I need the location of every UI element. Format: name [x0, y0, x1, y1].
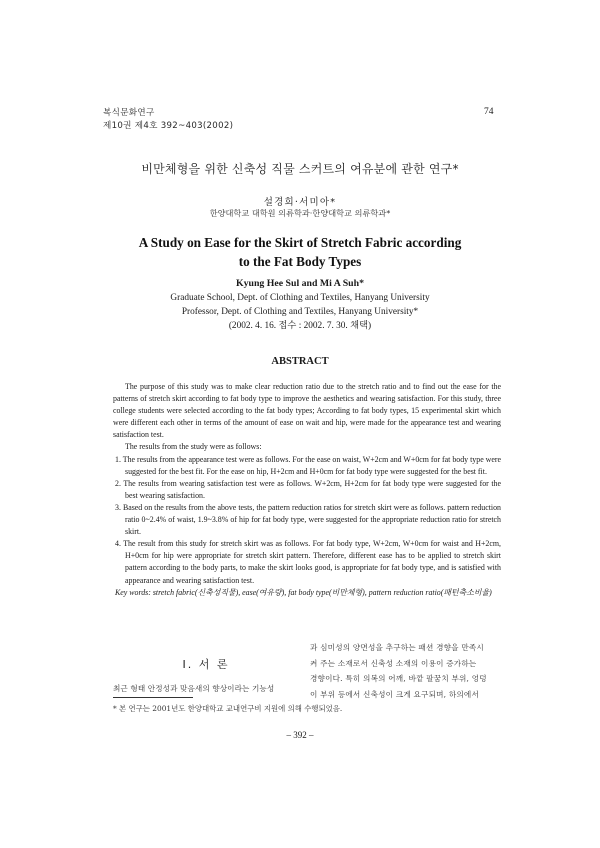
- journal-name: 복식문화연구: [103, 108, 155, 118]
- affiliation-professor: Professor, Dept. of Clothing and Textiles, Hanyang University*: [181, 307, 419, 317]
- footnote-rule: [113, 697, 193, 698]
- received-accepted-dates: (2002. 4. 16. 접수 : 2002. 7. 30. 채택): [228, 321, 372, 331]
- english-title: [0, 233, 600, 271]
- keywords: Key words: stretch fabric(신축성직물), ease(여유량), fat body type(비만체형), pattern reduction ratio(패턴축소비율): [115, 587, 492, 597]
- abstract-body: [113, 381, 501, 599]
- journal-volume-issue: 제10권 제4호 392~403(2002): [103, 121, 234, 131]
- intro-right-line: 이 부위 등에서 신축성이 크게 요구되며, 하의에서: [310, 689, 480, 699]
- footer-page-number: – 392 –: [286, 730, 314, 740]
- journal-page-number: 74: [484, 107, 494, 117]
- abstract-heading: ABSTRACT: [271, 356, 329, 367]
- intro-right-line: 과 심미성의 양면성을 추구하는 패션 경향을 만족시: [310, 643, 484, 652]
- english-title-line-2: to the Fat Body Types: [238, 254, 362, 269]
- finding-item: 1. The results from the appearance test were as follows. For the ease on waist, W+2cm and W+0cm for fat body type were suggested for the best fit. For the ease on hip, H+2cm and H+0cm for fat body type were suggested for the best fit.: [115, 454, 501, 476]
- korean-authors: 설경희·서미아*: [263, 197, 337, 208]
- english-affiliation: [0, 291, 600, 333]
- intro-right-column: [310, 640, 502, 702]
- abstract-results-lead: The results from the study were as follows:: [125, 442, 262, 452]
- finding-item: 4. The result from this study for stretch skirt was as follows. For fat body type, W+2cm, W+0cm for waist and H+2cm, H+0cm for hip were appropriate for stretch skirt pattern. Therefore, different ease has to be applied to stretch skirt pattern according to the body parts, to make the skirt looks good, is appropriate for fat body type, and is satisfied with appearance and wearing satisfaction test.: [115, 539, 501, 585]
- finding-item: 2. The results from wearing satisfaction test were as follows. W+2cm, H+2cm for fat body type were suggested for the best wearing satisfaction.: [115, 478, 501, 500]
- affiliation-graduate: Graduate School, Dept. of Clothing and Textiles, Hanyang University: [170, 293, 430, 303]
- intro-right-line: 경향이다. 특히 의복의 어깨, 바깥 팔꿈치 부위, 엉덩: [310, 674, 487, 683]
- korean-affiliation: 한양대학교 대학원 의류학과·한양대학교 의류학과*: [209, 208, 391, 218]
- intro-right-line: 켜 주는 소재로서 신축성 소재의 이용이 증가하는: [310, 658, 477, 668]
- intro-left-column-text: 최근 형태 안정성과 맞음새의 향상이라는 기능성: [113, 684, 275, 693]
- findings-list: [113, 454, 501, 587]
- english-authors: Kyung Hee Sul and Mi A Suh*: [236, 278, 364, 289]
- korean-title: 비만체형을 위한 신축성 직물 스커트의 여유분에 관한 연구*: [141, 162, 459, 176]
- finding-item: 3. Based on the results from the above tests, the pattern reduction ratios for stretch skirt were as follows. pattern reduction ratio 0~2.4% of waist, 1.9~3.8% of hip for fat body type, were suggested for the appropriate reduction ratio for stretch skirt.: [115, 502, 501, 537]
- section-heading-introduction: Ⅰ. 서 론: [182, 658, 230, 671]
- journal-header: [103, 107, 233, 133]
- english-title-line-1: A Study on Ease for the Skirt of Stretch Fabric according: [138, 235, 462, 250]
- footnote: * 본 연구는 2001년도 한양대학교 교내연구비 지원에 의해 수행되었음.: [113, 704, 343, 713]
- abstract-intro: The purpose of this study was to make clear reduction ratio due to the stretch ratio and to find out the ease for the patterns of stretch skirt according to fat body type to improve the aesthetics and wearing satisfaction. For this study, three college students were selected according to the fat body types; According to fat body types, 15 experimental skirt which were different each other in terms of the amount of ease on wait and hip, were made for the appearance test and wearing satisfaction test.: [113, 382, 501, 440]
